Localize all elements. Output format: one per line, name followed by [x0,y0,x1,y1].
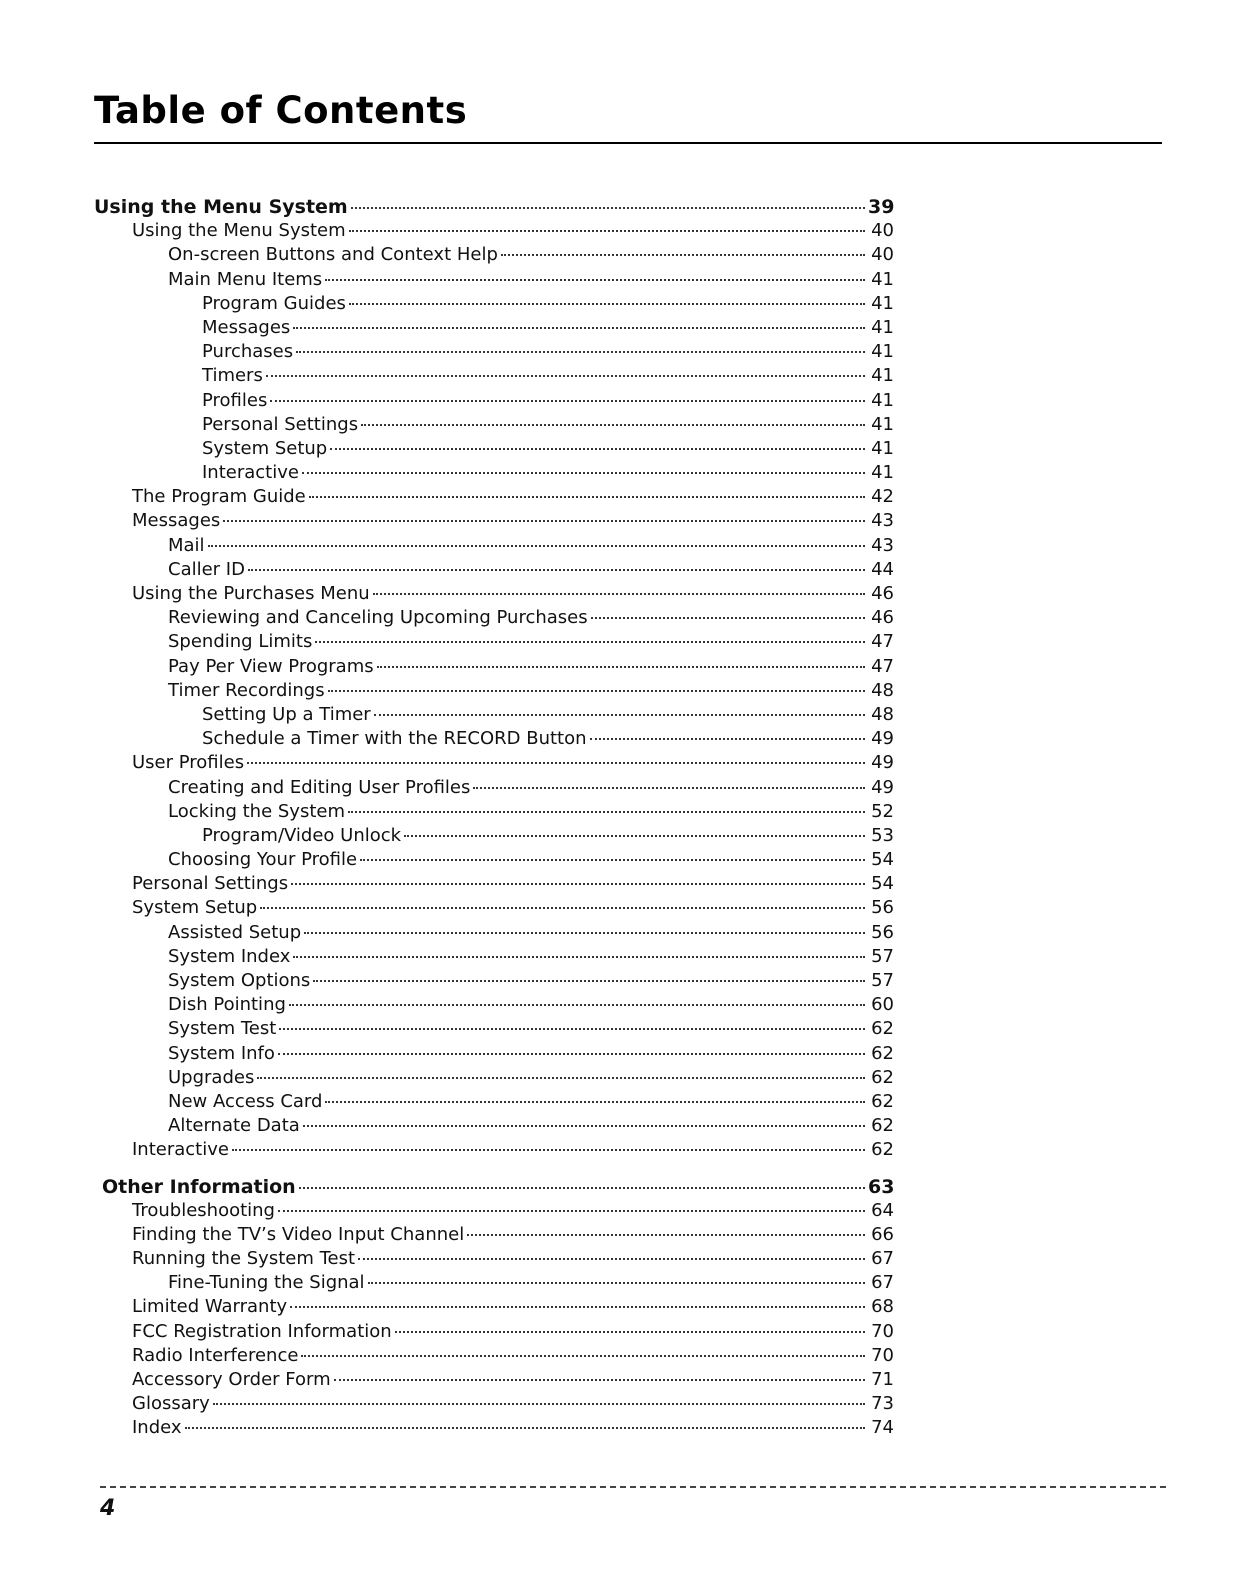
toc-entry[interactable] [94,825,894,849]
toc-entry[interactable] [94,559,894,583]
toc-entry-page: 48 [871,703,894,725]
dot-leader [590,738,865,740]
toc-entry-label: Setting Up a Timer [202,703,371,725]
toc-entry-page: 67 [871,1272,894,1294]
toc-entry[interactable] [94,704,894,728]
dot-leader [293,956,865,958]
toc-entry-label: Finding the TV’s Video Input Channel [132,1223,465,1245]
toc-entry-page: 57 [871,970,894,991]
toc-entry[interactable] [94,994,894,1018]
toc-entry-page: 73 [871,1393,894,1415]
toc-entry-page: 67 [871,1248,894,1270]
toc-entry-label: Using the Menu System [94,196,348,218]
toc-entry[interactable] [94,1393,894,1417]
dot-leader [303,1125,865,1127]
toc-entry[interactable] [94,390,894,414]
dot-leader [373,593,865,595]
toc-entry-label: Running the System Test [132,1248,356,1270]
toc-entry[interactable] [94,341,894,365]
toc-entry-page: 49 [871,776,894,798]
title-rule [94,142,1162,144]
dot-leader [279,1028,865,1030]
dot-leader [313,980,865,982]
dot-leader [289,1004,865,1006]
toc-entry[interactable] [94,1321,894,1345]
toc-entry-page: 60 [871,994,894,1016]
toc-section-heading[interactable] [94,1176,894,1200]
toc-entry-label: Program/Video Unlock [202,824,402,846]
dot-leader [302,472,865,474]
toc-entry-page: 74 [871,1417,894,1439]
dot-leader [325,1101,865,1103]
toc-entry[interactable] [94,1224,894,1248]
toc-entry-page: 53 [871,824,894,846]
dot-leader [185,1427,865,1429]
dot-leader [299,1187,865,1189]
toc-entry-page: 43 [871,534,894,556]
dot-leader [270,400,865,402]
toc-entry-label: On-screen Buttons and Context Help [168,244,498,266]
toc-entry-label: Caller ID [168,558,245,580]
toc-entry-label: Radio Interference [132,1344,299,1366]
toc-entry-label: Troubleshooting [132,1199,275,1221]
toc-entry-label: System Setup [202,437,328,459]
dot-leader [330,448,865,450]
toc-entry-label: Alternate Data [168,1115,300,1137]
toc-entry[interactable] [94,1248,894,1272]
toc-entry-page: 40 [871,244,894,266]
toc-entry-label: Messages [132,510,221,532]
toc-entry[interactable] [94,777,894,801]
dot-leader [278,1053,865,1055]
toc-entry-page: 41 [871,268,894,290]
toc-entry[interactable] [94,414,894,438]
toc-entry[interactable] [94,922,894,946]
toc-entry-label: Pay Per View Programs [168,655,374,677]
toc-entry-page: 71 [871,1369,894,1390]
toc-entry[interactable] [94,1345,894,1369]
dot-leader [501,254,865,256]
toc-entry-page: 56 [871,897,894,919]
toc-entry-page: 62 [871,1139,894,1161]
toc-entry[interactable] [94,293,894,317]
toc-entry-label: Glossary [132,1393,210,1415]
toc-entry-label: Accessory Order Form [132,1369,331,1390]
toc-entry-label: Main Menu Items [168,268,323,290]
toc-entry-label: Personal Settings [132,873,289,895]
toc-entry-page: 41 [871,389,894,411]
toc-entry-label: Interactive [132,1139,229,1161]
toc-entry[interactable] [94,220,894,244]
toc-entry-label: System Info [168,1042,275,1064]
toc-entry-page: 44 [871,558,894,580]
toc-entry-page: 62 [871,1042,894,1064]
toc-entry-page: 41 [871,316,894,338]
dot-leader [247,762,865,764]
toc-entry-page: 70 [871,1344,894,1366]
toc-entry-page: 57 [871,945,894,967]
toc-entry-page: 47 [871,655,894,677]
footer-rule [100,1486,1166,1488]
toc-entry-label: Personal Settings [202,413,359,435]
toc-entry[interactable] [94,535,894,559]
toc-entry-page: 54 [871,873,894,895]
toc-entry-page: 41 [871,341,894,363]
toc-entry-label: Limited Warranty [132,1296,288,1318]
toc-entry-page: 47 [871,631,894,653]
toc-entry-label: Using the Purchases Menu [132,583,370,604]
dot-leader [293,327,865,329]
toc-entry-label: System Options [168,970,311,991]
toc-entry[interactable] [94,1067,894,1091]
toc-entry-label: Program Guides [202,292,346,314]
dot-leader [349,230,865,232]
dot-leader [266,375,865,377]
toc-entry[interactable] [94,1417,894,1441]
toc-entry-page: 62 [871,1018,894,1040]
dot-leader [368,1282,865,1284]
toc-entry-label: Spending Limits [168,631,313,653]
toc-entry-label: Choosing Your Profile [168,849,358,871]
dot-leader [377,666,865,668]
dot-leader [395,1331,865,1333]
toc-entry[interactable] [94,1272,894,1296]
dot-leader [348,811,865,813]
toc-entry-page: 62 [871,1090,894,1112]
toc-entry-page: 70 [871,1320,894,1342]
dot-leader [334,1379,865,1381]
toc-entry-label: Schedule a Timer with the RECORD Button [202,728,587,750]
toc-section-heading[interactable] [94,196,894,220]
toc-entry[interactable] [94,897,894,921]
toc-entry[interactable] [94,752,894,776]
toc-entry-page: 64 [871,1199,894,1221]
toc-entry-label: Upgrades [168,1066,255,1088]
toc-entry[interactable] [94,1200,894,1224]
toc-entry-label: Dish Pointing [168,994,286,1016]
dot-leader [467,1234,865,1236]
toc-entry[interactable] [94,1296,894,1320]
toc-section [94,196,894,1164]
toc-entry[interactable] [94,849,894,873]
toc-entry-page: 41 [871,462,894,484]
toc-entry[interactable] [94,1369,894,1393]
dot-leader [260,907,865,909]
dot-leader [301,1355,865,1357]
toc-entry[interactable] [94,631,894,655]
toc-entry-page: 42 [871,486,894,508]
toc-entry[interactable] [94,656,894,680]
toc-entry-label: Creating and Editing User Profiles [168,776,471,798]
toc-entry-label: Assisted Setup [168,921,302,943]
toc-entry-label: System Test [168,1018,277,1040]
toc-entry-label: Other Information [102,1175,296,1198]
toc-entry-label: User Profiles [132,752,245,774]
dot-leader [248,569,865,571]
toc-entry-page: 41 [871,365,894,387]
toc-entry-page: 46 [871,583,894,604]
toc-entry[interactable] [94,607,894,631]
toc-entry-page: 40 [871,220,894,242]
toc-entry-page: 62 [871,1066,894,1088]
toc-entry-label: System Index [168,945,291,967]
toc-entry-label: New Access Card [168,1090,323,1112]
toc-entry-page: 62 [871,1115,894,1137]
toc-entry-label: Index [132,1417,182,1439]
toc-entry-page: 41 [871,413,894,435]
toc-entry-page: 39 [868,196,895,218]
dot-leader [309,496,865,498]
toc-entry[interactable] [94,1115,894,1139]
dot-leader [257,1077,865,1079]
toc-entry-page: 63 [868,1175,895,1198]
dot-leader [358,1258,865,1260]
toc-entry-label: Locking the System [168,800,345,822]
toc-entry-page: 66 [871,1223,894,1245]
dot-leader [591,617,865,619]
toc-entry-label: Reviewing and Canceling Upcoming Purchases [168,607,588,629]
dot-leader [290,1306,865,1308]
toc-entry-page: 46 [871,607,894,629]
toc-entry[interactable] [94,873,894,897]
page-number: 4 [100,1496,116,1521]
toc-entry[interactable] [94,1043,894,1067]
toc-entry-page: 68 [871,1296,894,1318]
toc-entry-label: Interactive [202,462,299,484]
dot-leader [351,207,865,209]
toc-entry[interactable] [94,801,894,825]
dot-leader [223,520,865,522]
toc-entry[interactable] [94,1139,894,1163]
toc-entry[interactable] [94,680,894,704]
toc-entry[interactable] [94,438,894,462]
toc-entry-page: 52 [871,800,894,822]
dot-leader [360,859,865,861]
page-title: Table of Contents [94,89,468,132]
toc-entry[interactable] [94,946,894,970]
toc-entry-page: 41 [871,437,894,459]
toc-section [94,1176,894,1442]
toc-entry[interactable] [94,728,894,752]
toc-entry[interactable] [94,244,894,268]
toc-entry-page: 54 [871,849,894,871]
dot-leader [315,641,865,643]
dot-leader [349,303,865,305]
toc-entry[interactable] [94,365,894,389]
toc-entry-page: 49 [871,752,894,774]
dot-leader [278,1210,865,1212]
table-of-contents [94,196,894,1442]
toc-entry-page: 43 [871,510,894,532]
dot-leader [213,1403,865,1405]
dot-leader [473,787,865,789]
toc-entry[interactable] [94,462,894,486]
toc-entry-label: Messages [202,316,291,338]
dot-leader [328,690,865,692]
dot-leader [304,932,865,934]
toc-entry-page: 48 [871,679,894,701]
dot-leader [404,835,865,837]
toc-entry[interactable] [94,583,894,607]
toc-entry-label: Using the Menu System [132,220,346,242]
toc-entry-label: Fine-Tuning the Signal [168,1272,365,1294]
toc-entry-label: Timer Recordings [168,679,325,701]
dot-leader [374,714,865,716]
dot-leader [208,545,865,547]
dot-leader [291,883,865,885]
toc-entry[interactable] [94,317,894,341]
toc-entry-label: System Setup [132,897,258,919]
toc-entry[interactable] [94,269,894,293]
toc-entry-label: Purchases [202,341,294,363]
toc-entry[interactable] [94,486,894,510]
toc-entry-page: 49 [871,728,894,750]
toc-entry[interactable] [94,510,894,534]
dot-leader [361,424,865,426]
toc-entry-label: The Program Guide [132,486,306,508]
toc-entry-page: 56 [871,921,894,943]
dot-leader [296,351,865,353]
toc-entry[interactable] [94,1091,894,1115]
toc-entry-label: Profiles [202,389,268,411]
toc-entry-label: Timers [202,365,263,387]
dot-leader [325,279,865,281]
toc-entry[interactable] [94,1018,894,1042]
dot-leader [232,1149,865,1151]
toc-entry[interactable] [94,970,894,994]
toc-entry-label: FCC Registration Information [132,1320,392,1342]
toc-entry-label: Mail [168,534,205,556]
toc-entry-page: 41 [871,292,894,314]
